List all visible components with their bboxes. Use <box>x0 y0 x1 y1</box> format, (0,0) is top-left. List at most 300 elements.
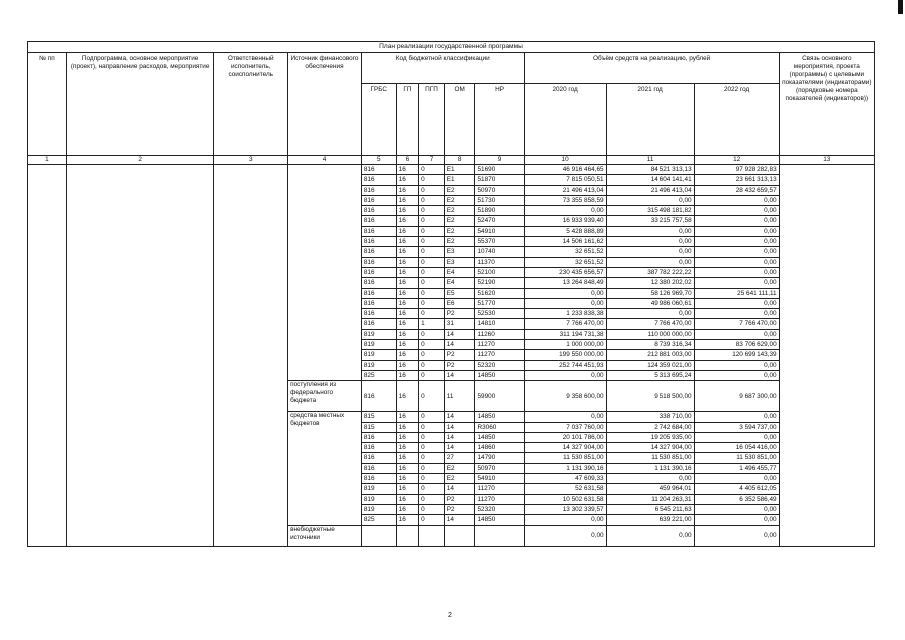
cell-pgp: 0 <box>419 206 445 216</box>
cell-2022: 0,00 <box>694 226 779 236</box>
cell-2021: 0,00 <box>606 226 694 236</box>
cell-pgp: 0 <box>419 298 445 308</box>
cell-grbs: 816 <box>361 288 396 298</box>
cell-pgp: 0 <box>419 350 445 360</box>
cell-nr: 11270 <box>475 340 524 350</box>
cell-gp: 16 <box>396 257 419 267</box>
cell-2022: 0,00 <box>694 309 779 319</box>
cell-gp: 16 <box>396 298 419 308</box>
cell-2020: 11 530 851,00 <box>524 453 606 463</box>
cell-2021: 19 205 935,00 <box>606 432 694 442</box>
table-row <box>28 165 875 175</box>
cell-2020: 52 631,58 <box>524 484 606 494</box>
cell-2021: 315 498 181,82 <box>606 206 694 216</box>
cell-om: 14 <box>444 412 475 422</box>
plan-table <box>27 41 875 547</box>
cell-gp: 16 <box>396 412 419 422</box>
cell-om: E2 <box>444 206 475 216</box>
cell-gp: 16 <box>396 350 419 360</box>
column-number: 13 <box>779 156 874 165</box>
cell-2021: 387 782 222,22 <box>606 267 694 277</box>
header-link: Связь основного мероприятия, проекта (программы) с целевыми показателями (индикаторами) (порядковые номера показателей (индикаторов)) <box>779 53 874 156</box>
column-number: 7 <box>419 156 445 165</box>
header-2020: 2020 год <box>524 84 606 156</box>
cell-2021: 0,00 <box>606 474 694 484</box>
header-grbs: ГРБС <box>361 84 396 156</box>
column-number: 5 <box>361 156 396 165</box>
cell-2021: 0,00 <box>606 525 694 546</box>
cell-2020: 252 744 451,93 <box>524 360 606 370</box>
cell-gp: 16 <box>396 381 419 412</box>
cell-nr: 52100 <box>475 267 524 277</box>
cell-nr: 51620 <box>475 288 524 298</box>
cell-2020: 199 550 000,00 <box>524 350 606 360</box>
cell-2022: 4 405 612,05 <box>694 484 779 494</box>
cell-pgp: 0 <box>419 237 445 247</box>
column-number: 8 <box>444 156 475 165</box>
cell-pgp: 0 <box>419 329 445 339</box>
cell-2021: 84 521 313,13 <box>606 165 694 175</box>
cell-2020: 1 233 838,38 <box>524 309 606 319</box>
cell-2020: 16 933 939,40 <box>524 216 606 226</box>
cell-2020: 32 651,52 <box>524 257 606 267</box>
cell-gp: 16 <box>396 340 419 350</box>
cell-gp: 16 <box>396 360 419 370</box>
cell-gp: 16 <box>396 515 419 525</box>
cell-gp: 16 <box>396 288 419 298</box>
cell-2021: 110 000 000,00 <box>606 329 694 339</box>
cell-grbs: 825 <box>361 370 396 380</box>
cell-pgp: 0 <box>419 247 445 257</box>
cell-gp: 16 <box>396 370 419 380</box>
cell-2020: 7 766 470,00 <box>524 319 606 329</box>
cell-gp: 16 <box>396 453 419 463</box>
header-gp: ГП <box>396 84 419 156</box>
cell-link <box>779 165 874 547</box>
cell-source: внебюджетные источники <box>288 525 362 546</box>
cell-om: E3 <box>444 257 475 267</box>
cell-nr: 11270 <box>475 494 524 504</box>
cell-2021: 14 604 141,41 <box>606 175 694 185</box>
cell-gp: 16 <box>396 443 419 453</box>
cell-grbs: 816 <box>361 237 396 247</box>
cell-nr: 54910 <box>475 226 524 236</box>
cell-om: E3 <box>444 247 475 257</box>
header-2021: 2021 год <box>606 84 694 156</box>
cell-om: 14 <box>444 432 475 442</box>
header-budget-code: Код бюджетной классификации <box>361 53 524 84</box>
cell-nr: 51890 <box>475 206 524 216</box>
cell-om: E2 <box>444 237 475 247</box>
cell-om: 14 <box>444 329 475 339</box>
cell-pgp: 0 <box>419 370 445 380</box>
cell-2022: 9 687 300,00 <box>694 381 779 412</box>
cell-nr: 55370 <box>475 237 524 247</box>
cell-2021: 459 964,01 <box>606 484 694 494</box>
cell-pgp: 0 <box>419 432 445 442</box>
cell-nr: 50970 <box>475 463 524 473</box>
cell-2021: 33 215 757,58 <box>606 216 694 226</box>
cell-2020: 0,00 <box>524 206 606 216</box>
cell-2022: 0,00 <box>694 370 779 380</box>
cell-gp: 16 <box>396 484 419 494</box>
cell-gp: 16 <box>396 185 419 195</box>
cell-grbs: 816 <box>361 165 396 175</box>
cell-2022: 0,00 <box>694 474 779 484</box>
cell-pgp: 0 <box>419 484 445 494</box>
cell-2020: 10 502 631,58 <box>524 494 606 504</box>
cell-pgp: 0 <box>419 185 445 195</box>
cell-2022: 0,00 <box>694 278 779 288</box>
cell-grbs: 819 <box>361 484 396 494</box>
header-om: ОМ <box>444 84 475 156</box>
cell-2022: 7 766 470,00 <box>694 319 779 329</box>
cell-nr: 14810 <box>475 319 524 329</box>
cell-nr: 14850 <box>475 412 524 422</box>
cell-om: E2 <box>444 474 475 484</box>
cell-2022: 28 432 659,57 <box>694 185 779 195</box>
cell-2020: 14 327 904,00 <box>524 443 606 453</box>
cell-2021: 1 131 390,16 <box>606 463 694 473</box>
cell-grbs: 816 <box>361 463 396 473</box>
cell-2020: 0,00 <box>524 412 606 422</box>
header-nr: НР <box>475 84 524 156</box>
cell-2021: 11 530 851,00 <box>606 453 694 463</box>
cell-grbs: 816 <box>361 206 396 216</box>
cell-executor <box>214 165 288 547</box>
cell-pgp: 0 <box>419 288 445 298</box>
cell-pgp: 0 <box>419 504 445 514</box>
cell-grbs: 816 <box>361 195 396 205</box>
cell-om: 27 <box>444 453 475 463</box>
cell-2022: 97 928 282,83 <box>694 165 779 175</box>
cell-2021: 9 518 500,00 <box>606 381 694 412</box>
cell-pgp: 0 <box>419 165 445 175</box>
cell-pgp: 0 <box>419 443 445 453</box>
cell-2021: 0,00 <box>606 247 694 257</box>
column-number: 11 <box>606 156 694 165</box>
cell-pgp: 0 <box>419 494 445 504</box>
cell-om: E2 <box>444 226 475 236</box>
cell-gp: 16 <box>396 216 419 226</box>
cell-2020: 311 194 731,38 <box>524 329 606 339</box>
cell-gp: 16 <box>396 165 419 175</box>
cell-om: P2 <box>444 494 475 504</box>
cell-2021: 8 739 316,34 <box>606 340 694 350</box>
column-number: 3 <box>214 156 288 165</box>
cell-2022: 0,00 <box>694 216 779 226</box>
cell-nr: 51770 <box>475 298 524 308</box>
cell-2022: 0,00 <box>694 329 779 339</box>
cell-2022: 0,00 <box>694 515 779 525</box>
cell-2021: 11 204 263,31 <box>606 494 694 504</box>
cell-gp: 16 <box>396 494 419 504</box>
cell-nr: 54910 <box>475 474 524 484</box>
cell-grbs: 819 <box>361 360 396 370</box>
cell-nr: 50970 <box>475 185 524 195</box>
cell-om: E2 <box>444 463 475 473</box>
cell-pgp: 0 <box>419 453 445 463</box>
cell-om: P2 <box>444 360 475 370</box>
cell-2022: 6 352 586,49 <box>694 494 779 504</box>
cell-grbs: 816 <box>361 278 396 288</box>
cell-gp: 16 <box>396 247 419 257</box>
cell-nr: 51730 <box>475 195 524 205</box>
cell-2021: 7 766 470,00 <box>606 319 694 329</box>
column-number: 6 <box>396 156 419 165</box>
cell-pgp: 0 <box>419 340 445 350</box>
cell-2021: 212 881 003,00 <box>606 350 694 360</box>
cell-2020: 46 916 464,65 <box>524 165 606 175</box>
cell-gp: 16 <box>396 319 419 329</box>
table-title: План реализации государственной программы <box>28 42 875 53</box>
cell-om: E4 <box>444 267 475 277</box>
cell-nr: 14850 <box>475 432 524 442</box>
cell-om: 14 <box>444 370 475 380</box>
cell-nr: 52320 <box>475 360 524 370</box>
cell-pgp: 0 <box>419 195 445 205</box>
cell-2022: 16 054 416,00 <box>694 443 779 453</box>
cell-2020: 0,00 <box>524 288 606 298</box>
cell-pgp: 0 <box>419 257 445 267</box>
column-number: 2 <box>66 156 213 165</box>
column-number: 1 <box>28 156 67 165</box>
cell-nr: 52190 <box>475 278 524 288</box>
cell-om: P2 <box>444 504 475 514</box>
cell-2020: 0,00 <box>524 515 606 525</box>
cell-nr: 11270 <box>475 350 524 360</box>
cell-nr: 52470 <box>475 216 524 226</box>
column-number: 12 <box>694 156 779 165</box>
cell-2022: 0,00 <box>694 257 779 267</box>
cell-source-empty <box>288 165 362 381</box>
column-number: 9 <box>475 156 524 165</box>
cell-2020: 7 037 760,00 <box>524 422 606 432</box>
header-no: № пп <box>28 53 67 156</box>
cell-2021: 338 710,00 <box>606 412 694 422</box>
cell-pgp: 0 <box>419 515 445 525</box>
page-number: 2 <box>448 612 452 619</box>
header-subprogram: Подпрограмма, основное мероприятие (проект), направление расходов, мероприятие <box>66 53 213 156</box>
cell-gp: 16 <box>396 309 419 319</box>
cell-om: P2 <box>444 309 475 319</box>
cell-om: E1 <box>444 165 475 175</box>
cell-gp: 16 <box>396 226 419 236</box>
cell-2020: 1 131 390,16 <box>524 463 606 473</box>
cell-nr: 14850 <box>475 515 524 525</box>
cell-gp: 16 <box>396 175 419 185</box>
cell-2022: 0,00 <box>694 206 779 216</box>
cell-nr: 11370 <box>475 257 524 267</box>
cell-source: поступления из федерального бюджета <box>288 381 362 412</box>
cell-grbs: 819 <box>361 340 396 350</box>
cell-nr: 11270 <box>475 484 524 494</box>
cell-nr: 14790 <box>475 453 524 463</box>
cell-2022: 11 530 851,00 <box>694 453 779 463</box>
cell-om: E2 <box>444 216 475 226</box>
cell-grbs: 825 <box>361 515 396 525</box>
cell-2020: 0,00 <box>524 525 606 546</box>
cell-nr: 14850 <box>475 370 524 380</box>
cell-2020: 13 264 848,49 <box>524 278 606 288</box>
cell-om: P2 <box>444 350 475 360</box>
cell-2022: 0,00 <box>694 525 779 546</box>
cell-pgp: 0 <box>419 422 445 432</box>
cell-nr: R3060 <box>475 422 524 432</box>
cell-gp: 16 <box>396 267 419 277</box>
cell-empty <box>419 525 445 546</box>
cell-grbs: 819 <box>361 504 396 514</box>
cell-2020: 230 435 656,57 <box>524 267 606 277</box>
cell-source: средства местных бюджетов <box>288 412 362 525</box>
cell-pgp: 1 <box>419 319 445 329</box>
cell-2022: 1 496 455,77 <box>694 463 779 473</box>
cell-2022: 0,00 <box>694 504 779 514</box>
cell-grbs: 819 <box>361 329 396 339</box>
cell-2021: 639 221,00 <box>606 515 694 525</box>
cell-pgp: 0 <box>419 309 445 319</box>
cell-nr: 10740 <box>475 247 524 257</box>
cell-2020: 0,00 <box>524 370 606 380</box>
cell-2022: 3 594 737,00 <box>694 422 779 432</box>
cell-om: 14 <box>444 515 475 525</box>
cell-nr: 11260 <box>475 329 524 339</box>
cell-gp: 16 <box>396 504 419 514</box>
cell-2021: 5 313 695,24 <box>606 370 694 380</box>
cell-subprogram <box>66 165 213 547</box>
cell-pgp: 0 <box>419 226 445 236</box>
cell-pgp: 0 <box>419 463 445 473</box>
cell-gp: 16 <box>396 237 419 247</box>
cell-gp: 16 <box>396 206 419 216</box>
cell-2020: 5 428 888,89 <box>524 226 606 236</box>
cell-om: 14 <box>444 340 475 350</box>
cell-nr: 51690 <box>475 165 524 175</box>
cell-empty <box>444 525 475 546</box>
cell-2022: 0,00 <box>694 247 779 257</box>
cell-2022: 0,00 <box>694 298 779 308</box>
plan-table-container <box>27 41 875 547</box>
cell-2021: 124 359 021,00 <box>606 360 694 370</box>
cell-2022: 0,00 <box>694 267 779 277</box>
cell-gp: 16 <box>396 278 419 288</box>
cell-grbs: 816 <box>361 226 396 236</box>
cell-grbs: 816 <box>361 298 396 308</box>
cell-om: E6 <box>444 298 475 308</box>
cell-grbs: 816 <box>361 267 396 277</box>
header-pgp: ПГП <box>419 84 445 156</box>
cell-pgp: 0 <box>419 360 445 370</box>
header-2022: 2022 год <box>694 84 779 156</box>
cell-2021: 0,00 <box>606 257 694 267</box>
cell-grbs: 816 <box>361 432 396 442</box>
cell-2022: 83 706 629,00 <box>694 340 779 350</box>
cell-grbs: 815 <box>361 422 396 432</box>
cell-2020: 7 815 050,51 <box>524 175 606 185</box>
cell-2021: 14 327 904,00 <box>606 443 694 453</box>
cell-grbs: 819 <box>361 350 396 360</box>
cell-empty <box>361 525 396 546</box>
cell-nr: 14860 <box>475 443 524 453</box>
cell-2021: 0,00 <box>606 195 694 205</box>
cell-2022: 0,00 <box>694 195 779 205</box>
cell-2021: 6 545 211,63 <box>606 504 694 514</box>
cell-om: 14 <box>444 422 475 432</box>
cell-no <box>28 165 67 547</box>
cell-2020: 14 506 161,62 <box>524 237 606 247</box>
cell-om: E4 <box>444 278 475 288</box>
cell-2022: 0,00 <box>694 412 779 422</box>
cell-2021: 49 986 060,61 <box>606 298 694 308</box>
cell-om: E1 <box>444 175 475 185</box>
cell-2022: 0,00 <box>694 432 779 442</box>
cell-2021: 58 126 969,70 <box>606 288 694 298</box>
cell-om: E2 <box>444 195 475 205</box>
cell-nr: 51870 <box>475 175 524 185</box>
cell-2020: 1 000 000,00 <box>524 340 606 350</box>
cell-gp: 16 <box>396 329 419 339</box>
cell-grbs: 816 <box>361 175 396 185</box>
edge-mark <box>898 0 903 14</box>
cell-grbs: 815 <box>361 412 396 422</box>
cell-pgp: 0 <box>419 175 445 185</box>
cell-2022: 23 661 313,13 <box>694 175 779 185</box>
cell-2022: 0,00 <box>694 237 779 247</box>
cell-pgp: 0 <box>419 412 445 422</box>
cell-grbs: 816 <box>361 257 396 267</box>
cell-gp: 16 <box>396 195 419 205</box>
cell-om: E2 <box>444 185 475 195</box>
cell-om: E5 <box>444 288 475 298</box>
cell-2020: 32 651,52 <box>524 247 606 257</box>
header-volume: Объём средств на реализацию, рублей <box>524 53 779 84</box>
cell-gp: 16 <box>396 463 419 473</box>
cell-grbs: 816 <box>361 185 396 195</box>
column-number: 4 <box>288 156 362 165</box>
cell-gp: 16 <box>396 474 419 484</box>
cell-2021: 0,00 <box>606 309 694 319</box>
cell-2020: 9 358 600,00 <box>524 381 606 412</box>
cell-pgp: 0 <box>419 216 445 226</box>
cell-grbs: 816 <box>361 309 396 319</box>
cell-grbs: 819 <box>361 494 396 504</box>
cell-pgp: 0 <box>419 267 445 277</box>
cell-empty <box>396 525 419 546</box>
column-number: 10 <box>524 156 606 165</box>
cell-om: 14 <box>444 484 475 494</box>
cell-grbs: 816 <box>361 381 396 412</box>
cell-pgp: 0 <box>419 278 445 288</box>
cell-gp: 16 <box>396 422 419 432</box>
cell-2020: 0,00 <box>524 298 606 308</box>
cell-pgp: 0 <box>419 474 445 484</box>
cell-pgp: 0 <box>419 381 445 412</box>
cell-2021: 12 380 202,02 <box>606 278 694 288</box>
cell-grbs: 816 <box>361 319 396 329</box>
cell-2021: 0,00 <box>606 237 694 247</box>
cell-empty <box>475 525 524 546</box>
cell-om: 14 <box>444 443 475 453</box>
cell-nr: 52320 <box>475 504 524 514</box>
cell-2021: 2 742 684,00 <box>606 422 694 432</box>
cell-2020: 13 302 339,57 <box>524 504 606 514</box>
cell-2020: 47 609,33 <box>524 474 606 484</box>
cell-grbs: 816 <box>361 216 396 226</box>
header-source: Источник финансового обеспечения <box>288 53 362 156</box>
cell-2020: 20 101 786,00 <box>524 432 606 442</box>
cell-2020: 21 496 413,04 <box>524 185 606 195</box>
cell-2021: 21 496 413,04 <box>606 185 694 195</box>
